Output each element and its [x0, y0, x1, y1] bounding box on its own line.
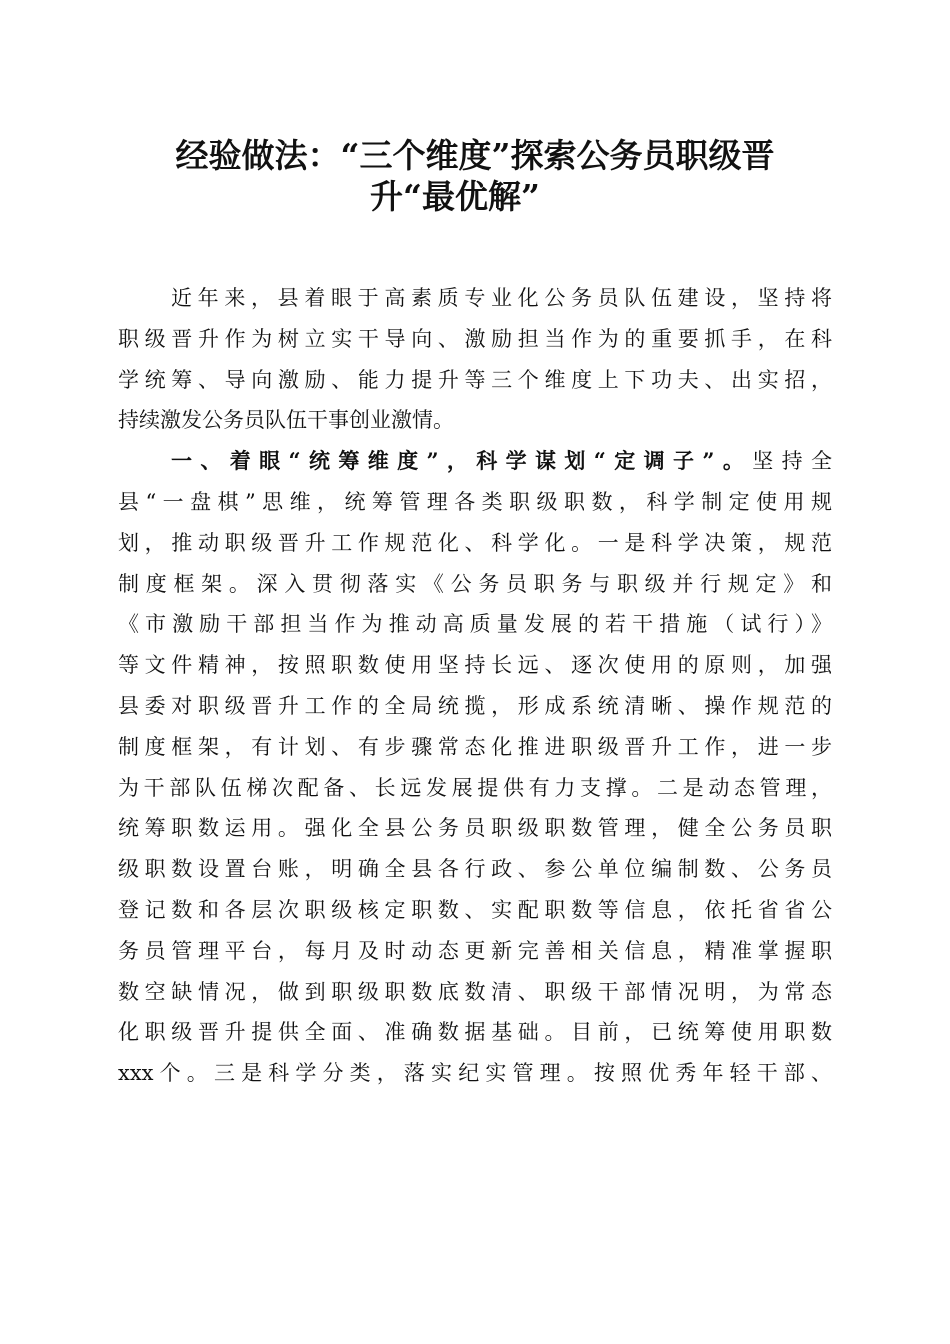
- text-line: 持续激发公务员队伍干事创业激情。: [118, 408, 454, 433]
- text-line: 为干部队伍梯次配备、长远发展提供有力支撑。二是动态管理，: [118, 775, 832, 800]
- text-line: 制度框架，有计划、有步骤常态化推进职级晋升工作，进一步: [118, 734, 832, 759]
- document-title: [0, 135, 950, 217]
- title-line-1: 经验做法：“三个维度”探索公务员职级晋: [175, 136, 775, 175]
- text-line: 级职数设置台账，明确全县各行政、参公单位编制数、公务员: [118, 857, 832, 882]
- text-line: 等文件精神，按照职数使用坚持长远、逐次使用的原则，加强: [118, 653, 832, 678]
- text-line: 县“一盘棋”思维，统筹管理各类职级职数，科学制定使用规: [118, 489, 832, 514]
- text-line: 统筹职数运用。强化全县公务员职级职数管理，健全公务员职: [118, 816, 832, 841]
- text-line: 学统筹、导向激励、能力提升等三个维度上下功夫、出实招，: [118, 367, 832, 392]
- section-1-paragraph: [118, 441, 832, 1094]
- title-line-2: 升“最优解”: [370, 177, 540, 216]
- section-1-heading: 一、着眼“统筹维度”，科学谋划“定调子”。: [171, 448, 753, 474]
- text-line: 数空缺情况，做到职级职数底数清、职级干部情况明，为常态: [118, 979, 832, 1004]
- text-line: [118, 441, 832, 482]
- text-line: 务员管理平台，每月及时动态更新完善相关信息，精准掌握职: [118, 938, 832, 963]
- text-line: 《市激励干部担当作为推动高质量发展的若干措施（试行）》: [118, 612, 832, 637]
- text-line: 近年来，县着眼于高素质专业化公务员队伍建设，坚持将: [171, 286, 832, 310]
- text-line: 职级晋升作为树立实干导向、激励担当作为的重要抓手，在科: [118, 326, 832, 351]
- text-line: 登记数和各层次职级核定职数、实配职数等信息，依托省省公: [118, 897, 832, 922]
- text-line: 制度框架。深入贯彻落实《公务员职务与职级并行规定》和: [118, 571, 832, 596]
- section-1-first-line-rest: 坚持全: [752, 449, 832, 474]
- text-line: 划，推动职级晋升工作规范化、科学化。一是科学决策，规范: [118, 530, 832, 555]
- text-line: 县委对职级晋升工作的全局统揽，形成系统清晰、操作规范的: [118, 693, 832, 718]
- intro-paragraph: [118, 278, 832, 441]
- document-body: [118, 278, 832, 1094]
- text-line: xxx个。三是科学分类，落实纪实管理。按照优秀年轻干部、: [118, 1061, 832, 1086]
- text-line: 化职级晋升提供全面、准确数据基础。目前，已统筹使用职数: [118, 1020, 832, 1045]
